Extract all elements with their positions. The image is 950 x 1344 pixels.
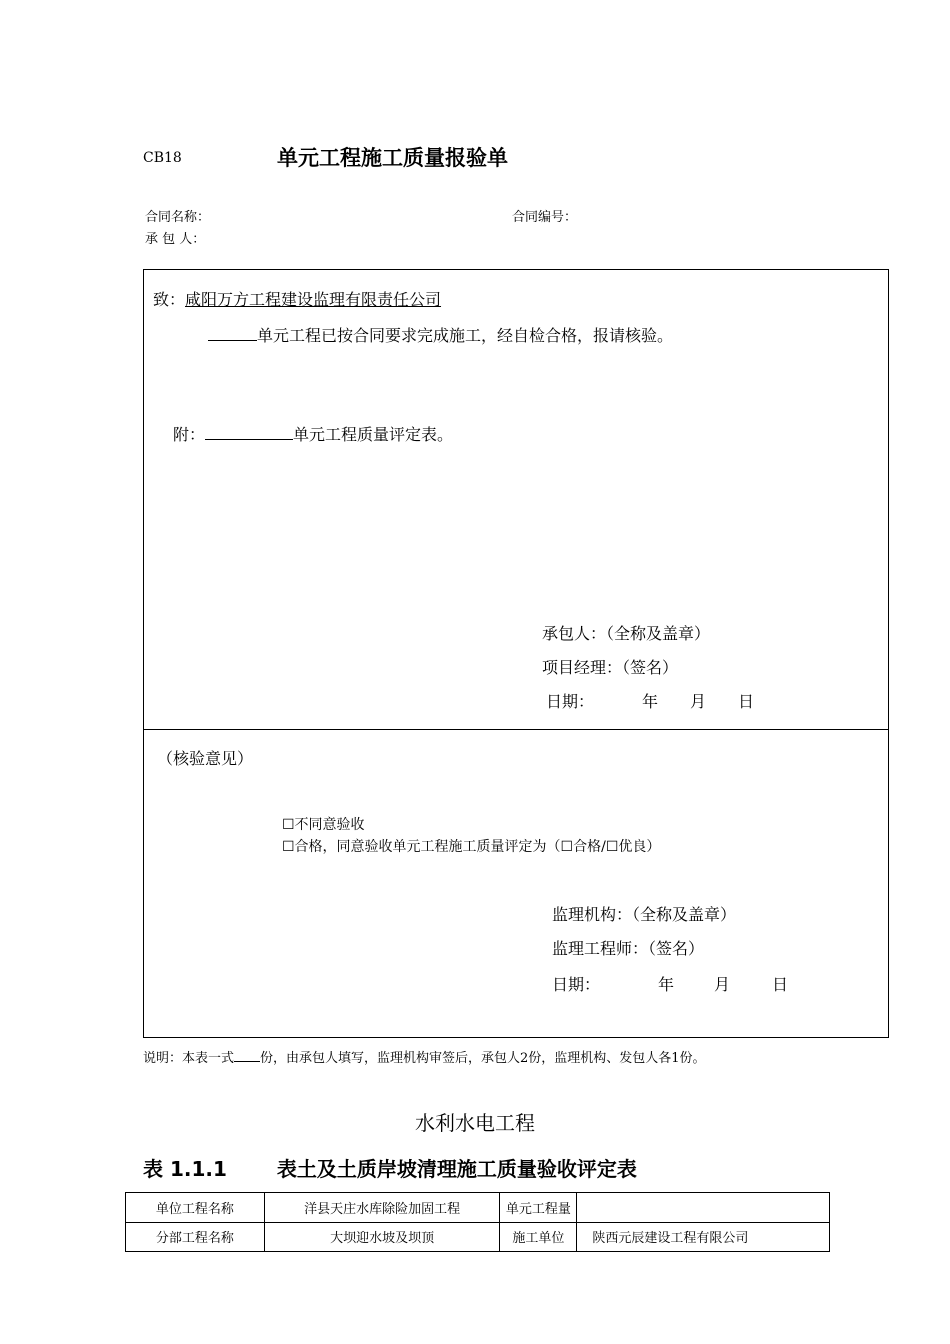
request-date-day: 日 — [738, 692, 755, 711]
request-section — [143, 269, 889, 730]
review-date-month: 月 — [714, 975, 731, 994]
review-date-year: 年 — [658, 975, 675, 994]
contract-name-label: 合同名称： — [145, 210, 211, 225]
completion-text: 单元工程已按合同要求完成施工，经自检合格，报请核验。 — [257, 326, 674, 345]
evaluation-table — [125, 1192, 830, 1252]
supervisor-engineer-signature: 监理工程师：（签名） — [552, 939, 705, 958]
contract-no-label: 合同编号： — [512, 210, 578, 225]
review-section — [143, 730, 889, 1038]
form-note — [143, 1046, 823, 1071]
construction-unit-label: 施工单位 — [500, 1223, 577, 1252]
section-subtitle: 水利水电工程 — [415, 1111, 535, 1135]
construction-unit-value: 陕西元辰建设工程有限公司 — [577, 1223, 830, 1252]
sub-project-name-label: 分部工程名称 — [126, 1223, 265, 1252]
request-date-year: 年 — [642, 692, 659, 711]
attachment-line — [173, 422, 453, 445]
note-part1: 说明：本表一式 — [143, 1051, 235, 1066]
form-title: 单元工程施工质量报验单 — [277, 146, 508, 170]
unit-blank — [208, 326, 257, 341]
recipient-line — [153, 287, 441, 310]
copies-blank — [234, 1049, 260, 1062]
unit-project-name-label: 单位工程名称 — [126, 1193, 265, 1223]
unit-quantity-value[interactable] — [577, 1193, 830, 1223]
review-date-day: 日 — [772, 975, 789, 994]
contractor-signature: 承包人：（全称及盖章） — [542, 624, 711, 643]
attachment-blank — [205, 425, 293, 440]
attachment-prefix: 附： — [173, 425, 206, 444]
review-heading: （核验意见） — [157, 749, 254, 768]
option-agree[interactable]: ☐合格，同意验收单元工程施工质量评定为（☐合格/☐优良） — [282, 839, 661, 855]
form-code: CB18 — [143, 150, 182, 166]
request-date-label: 日期： — [546, 692, 595, 711]
attachment-text: 单元工程质量评定表。 — [293, 425, 454, 444]
supervisor-org-signature: 监理机构：（全称及盖章） — [552, 905, 737, 924]
note-part2: 份，由承包人填写，监理机构审签后，承包人2份，监理机构、发包人各1份。 — [260, 1051, 706, 1066]
unit-quantity-label: 单元工程量 — [500, 1193, 577, 1223]
table-name: 表土及土质岸坡清理施工质量验收评定表 — [276, 1157, 637, 1181]
table-title — [143, 1153, 637, 1182]
table-row — [126, 1223, 830, 1252]
table-number: 表 1.1.1 — [143, 1157, 227, 1181]
sub-project-name-value: 大坝迎水坡及坝顶 — [264, 1223, 500, 1252]
table-row — [126, 1193, 830, 1223]
unit-project-name-value: 洋县天庄水库除险加固工程 — [264, 1193, 500, 1223]
completion-statement — [208, 323, 673, 346]
review-date-label: 日期： — [552, 975, 601, 994]
recipient-org: 咸阳万方工程建设监理有限责任公司 — [185, 290, 442, 309]
manager-signature: 项目经理：（签名） — [542, 658, 679, 677]
contractor-label: 承 包 人： — [145, 232, 206, 247]
recipient-prefix: 致： — [153, 290, 186, 309]
request-date-month: 月 — [690, 692, 707, 711]
option-disagree[interactable]: ☐不同意验收 — [282, 817, 365, 833]
